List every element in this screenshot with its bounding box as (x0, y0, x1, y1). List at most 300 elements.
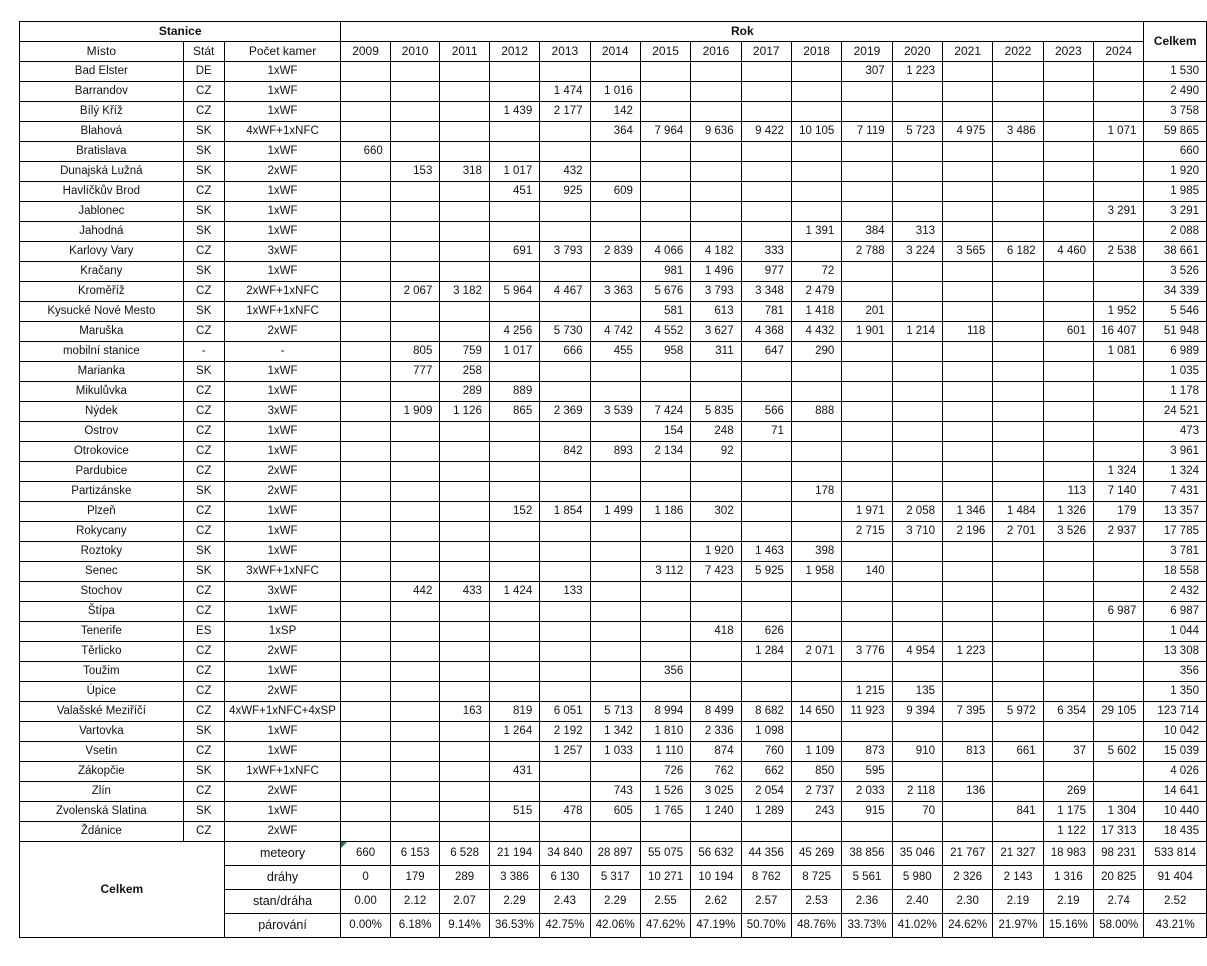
station-cameras: 1xWF (224, 382, 341, 402)
year-count-cell (390, 622, 440, 642)
summary-value-cell: 2.29 (590, 890, 640, 914)
year-count-cell: 7 119 (842, 122, 892, 142)
station-total: 3 781 (1144, 542, 1207, 562)
year-count-cell (993, 342, 1043, 362)
summary-value-cell: 48.76% (791, 914, 841, 938)
year-count-cell (440, 202, 490, 222)
station-country: CZ (183, 282, 224, 302)
year-count-cell: 626 (741, 622, 791, 642)
station-cameras: 1xWF (224, 182, 341, 202)
summary-value-cell: 2.30 (942, 890, 992, 914)
station-total: 1 178 (1144, 382, 1207, 402)
station-total: 14 641 (1144, 782, 1207, 802)
year-count-cell (341, 422, 391, 442)
station-country: CZ (183, 82, 224, 102)
year-count-cell: 874 (691, 742, 741, 762)
year-count-cell (892, 382, 942, 402)
station-row (20, 762, 1207, 782)
year-count-cell (892, 142, 942, 162)
station-total: 3 961 (1144, 442, 1207, 462)
summary-value-cell: 2.36 (842, 890, 892, 914)
year-count-cell: 1 920 (691, 542, 741, 562)
year-count-cell (993, 442, 1043, 462)
year-count-cell: 2 937 (1094, 522, 1144, 542)
station-total: 1 985 (1144, 182, 1207, 202)
year-count-cell (993, 602, 1043, 622)
year-count-cell (341, 522, 391, 542)
year-count-cell (691, 522, 741, 542)
year-count-cell (892, 562, 942, 582)
year-count-cell (1094, 182, 1144, 202)
year-count-cell (1043, 122, 1093, 142)
year-count-cell: 841 (993, 802, 1043, 822)
station-country: CZ (183, 662, 224, 682)
station-row (20, 82, 1207, 102)
station-cameras: 2xWF+1xNFC (224, 282, 341, 302)
year-count-cell (590, 582, 640, 602)
year-count-cell (390, 722, 440, 742)
station-country: CZ (183, 522, 224, 542)
station-cameras: 3xWF+1xNFC (224, 562, 341, 582)
station-cameras: 3xWF (224, 582, 341, 602)
year-count-cell: 1 016 (590, 82, 640, 102)
year-count-cell: 1 017 (489, 162, 539, 182)
year-count-cell (590, 142, 640, 162)
year-count-cell (993, 682, 1043, 702)
year-count-cell (489, 422, 539, 442)
year-count-cell (640, 682, 690, 702)
year-count-cell (640, 602, 690, 622)
year-count-cell (341, 502, 391, 522)
station-country: CZ (183, 582, 224, 602)
year-count-cell: 92 (691, 442, 741, 462)
station-country: SK (183, 262, 224, 282)
year-count-cell: 37 (1043, 742, 1093, 762)
year-count-cell: 455 (590, 342, 640, 362)
year-count-cell (341, 182, 391, 202)
year-count-cell (489, 562, 539, 582)
year-count-cell (489, 362, 539, 382)
station-country: DE (183, 62, 224, 82)
year-count-cell (993, 82, 1043, 102)
year-count-cell (390, 442, 440, 462)
year-count-cell (1094, 582, 1144, 602)
station-name: Bratislava (20, 142, 184, 162)
year-count-cell (1094, 782, 1144, 802)
station-cameras: 1xWF (224, 722, 341, 742)
station-row (20, 422, 1207, 442)
station-rows (20, 62, 1207, 842)
year-count-cell (390, 382, 440, 402)
year-count-cell: 2 134 (640, 442, 690, 462)
year-count-cell: 3 526 (1043, 522, 1093, 542)
year-count-cell (741, 822, 791, 842)
year-count-cell: 431 (489, 762, 539, 782)
year-count-cell: 777 (390, 362, 440, 382)
year-count-cell (640, 642, 690, 662)
year-count-cell (440, 262, 490, 282)
year-count-cell: 842 (540, 442, 590, 462)
year-count-cell (842, 382, 892, 402)
year-count-cell (791, 162, 841, 182)
station-name: Toužim (20, 662, 184, 682)
year-count-cell (341, 722, 391, 742)
year-count-cell: 3 627 (691, 322, 741, 342)
year-count-cell: 7 424 (640, 402, 690, 422)
year-count-cell: 1 496 (691, 262, 741, 282)
year-count-cell (842, 362, 892, 382)
year-count-cell (942, 62, 992, 82)
year-count-cell (1043, 182, 1093, 202)
year-count-cell (540, 422, 590, 442)
year-count-cell: 3 348 (741, 282, 791, 302)
year-count-cell (1043, 642, 1093, 662)
summary-value-cell: 660 (341, 842, 391, 866)
year-count-cell: 4 432 (791, 322, 841, 342)
year-count-cell (892, 422, 942, 442)
year-count-cell (791, 362, 841, 382)
year-count-cell (390, 262, 440, 282)
year-count-cell: 1 346 (942, 502, 992, 522)
year-count-cell (640, 522, 690, 542)
year-count-cell (341, 762, 391, 782)
year-count-cell (993, 182, 1043, 202)
year-count-cell (1094, 102, 1144, 122)
year-count-cell: 605 (590, 802, 640, 822)
station-cameras: 2xWF (224, 642, 341, 662)
station-total: 356 (1144, 662, 1207, 682)
year-count-cell (892, 462, 942, 482)
year-count-cell (993, 222, 1043, 242)
summary-value-cell: 2.74 (1094, 890, 1144, 914)
year-count-cell (489, 542, 539, 562)
year-count-cell (390, 102, 440, 122)
year-count-cell (590, 422, 640, 442)
year-count-cell: 1 175 (1043, 802, 1093, 822)
year-header: 2015 (640, 42, 690, 62)
year-count-cell: 925 (540, 182, 590, 202)
year-count-cell (892, 82, 942, 102)
year-count-cell (489, 602, 539, 622)
station-total: 3 526 (1144, 262, 1207, 282)
year-count-cell (1094, 682, 1144, 702)
year-count-cell: 289 (440, 382, 490, 402)
year-count-cell (993, 642, 1043, 662)
station-name: Valašské Meziříčí (20, 702, 184, 722)
year-count-cell (1094, 222, 1144, 242)
summary-rows (20, 842, 1207, 938)
station-country: CZ (183, 462, 224, 482)
station-cameras: 1xWF (224, 82, 341, 102)
year-count-cell (741, 362, 791, 382)
year-header: 2014 (590, 42, 640, 62)
year-count-cell: 1 326 (1043, 502, 1093, 522)
summary-value-cell: 2.55 (640, 890, 690, 914)
station-row (20, 702, 1207, 722)
year-count-cell (1094, 422, 1144, 442)
summary-total-cell: 2.52 (1144, 890, 1207, 914)
year-count-cell (341, 662, 391, 682)
summary-value-cell: 21 194 (489, 842, 539, 866)
year-count-cell: 3 025 (691, 782, 741, 802)
year-count-cell (942, 362, 992, 382)
year-count-cell (1043, 402, 1093, 422)
summary-value-cell: 21 327 (993, 842, 1043, 866)
station-row (20, 462, 1207, 482)
station-country: CZ (183, 682, 224, 702)
year-count-cell (791, 662, 841, 682)
station-row (20, 742, 1207, 762)
summary-metric-label: stan/dráha (224, 890, 341, 914)
year-count-cell (1094, 662, 1144, 682)
year-count-cell (390, 742, 440, 762)
summary-value-cell: 47.19% (691, 914, 741, 938)
summary-metric-label: meteory (224, 842, 341, 866)
year-count-cell (1043, 542, 1093, 562)
year-count-cell: 3 486 (993, 122, 1043, 142)
year-count-cell (341, 582, 391, 602)
summary-value-cell: 36.53% (489, 914, 539, 938)
year-count-cell (390, 802, 440, 822)
year-count-cell (440, 102, 490, 122)
meteor-stations-table (19, 21, 1207, 938)
year-count-cell (590, 562, 640, 582)
station-row (20, 722, 1207, 742)
year-count-cell (440, 782, 490, 802)
summary-total-cell: 91 404 (1144, 866, 1207, 890)
station-cameras: 1xWF (224, 422, 341, 442)
year-count-cell: 1 284 (741, 642, 791, 662)
year-count-cell: 8 994 (640, 702, 690, 722)
year-count-cell (942, 602, 992, 622)
year-count-cell (590, 262, 640, 282)
year-count-cell: 1 765 (640, 802, 690, 822)
year-count-cell: 154 (640, 422, 690, 442)
year-count-cell (993, 562, 1043, 582)
station-cameras: 3xWF (224, 402, 341, 422)
summary-value-cell: 21 767 (942, 842, 992, 866)
year-count-cell (341, 822, 391, 842)
year-count-cell (691, 142, 741, 162)
year-count-cell (1094, 562, 1144, 582)
year-count-cell (1094, 762, 1144, 782)
year-count-cell: 2 369 (540, 402, 590, 422)
year-count-cell: 5 964 (489, 282, 539, 302)
year-count-cell (390, 642, 440, 662)
year-count-cell: 11 923 (842, 702, 892, 722)
year-count-cell: 7 423 (691, 562, 741, 582)
year-count-cell: 6 354 (1043, 702, 1093, 722)
station-country: SK (183, 362, 224, 382)
summary-value-cell: 44 356 (741, 842, 791, 866)
year-count-cell: 805 (390, 342, 440, 362)
year-count-cell (489, 622, 539, 642)
year-count-cell: 893 (590, 442, 640, 462)
year-count-cell: 1 214 (892, 322, 942, 342)
station-cameras: 2xWF (224, 162, 341, 182)
year-count-cell (640, 622, 690, 642)
summary-value-cell: 2.19 (993, 890, 1043, 914)
year-count-cell (341, 262, 391, 282)
year-count-cell (590, 382, 640, 402)
year-count-cell (390, 762, 440, 782)
summary-total-cell: 533 814 (1144, 842, 1207, 866)
year-count-cell (791, 582, 841, 602)
year-count-cell (540, 662, 590, 682)
station-row (20, 582, 1207, 602)
year-count-cell (892, 342, 942, 362)
year-count-cell (440, 822, 490, 842)
station-country: CZ (183, 642, 224, 662)
year-count-cell: 17 313 (1094, 822, 1144, 842)
station-name: Vsetin (20, 742, 184, 762)
year-count-cell (1043, 342, 1093, 362)
year-count-cell: 2 737 (791, 782, 841, 802)
summary-value-cell: 58.00% (1094, 914, 1144, 938)
station-country: CZ (183, 322, 224, 342)
station-total: 473 (1144, 422, 1207, 442)
year-count-cell (993, 462, 1043, 482)
year-count-cell: 666 (540, 342, 590, 362)
year-count-cell (691, 822, 741, 842)
year-count-cell (993, 362, 1043, 382)
station-total: 1 920 (1144, 162, 1207, 182)
year-count-cell (540, 382, 590, 402)
year-header: 2023 (1043, 42, 1093, 62)
year-header: 2018 (791, 42, 841, 62)
summary-row (20, 842, 1207, 866)
year-count-cell (691, 82, 741, 102)
summary-value-cell: 10 271 (640, 866, 690, 890)
year-count-cell: 1 215 (842, 682, 892, 702)
year-count-cell: 2 715 (842, 522, 892, 542)
year-count-cell (640, 462, 690, 482)
summary-value-cell: 45 269 (791, 842, 841, 866)
station-total: 3 291 (1144, 202, 1207, 222)
year-count-cell: 1 958 (791, 562, 841, 582)
year-count-cell (892, 482, 942, 502)
year-count-cell (341, 282, 391, 302)
year-count-cell (341, 242, 391, 262)
year-count-cell (741, 582, 791, 602)
year-count-cell (842, 442, 892, 462)
year-count-cell (892, 442, 942, 462)
year-count-cell (1094, 542, 1144, 562)
year-count-cell: 762 (691, 762, 741, 782)
year-count-cell (640, 62, 690, 82)
year-count-cell: 3 776 (842, 642, 892, 662)
station-name: Barrandov (20, 82, 184, 102)
year-count-cell: 442 (390, 582, 440, 602)
year-count-cell (440, 442, 490, 462)
station-total: 10 440 (1144, 802, 1207, 822)
year-count-cell: 5 676 (640, 282, 690, 302)
year-count-cell: 6 051 (540, 702, 590, 722)
station-row (20, 782, 1207, 802)
year-count-cell: 113 (1043, 482, 1093, 502)
station-cameras: 2xWF (224, 322, 341, 342)
year-count-cell (390, 422, 440, 442)
year-count-cell (842, 202, 892, 222)
summary-total-cell: 43.21% (1144, 914, 1207, 938)
year-count-cell (341, 462, 391, 482)
year-count-cell (540, 482, 590, 502)
year-count-cell: 133 (540, 582, 590, 602)
year-count-cell (741, 62, 791, 82)
year-count-cell (993, 142, 1043, 162)
year-count-cell: 1 909 (390, 402, 440, 422)
year-count-cell: 958 (640, 342, 690, 362)
year-count-cell (540, 362, 590, 382)
year-count-cell (993, 422, 1043, 442)
year-count-cell: 140 (842, 562, 892, 582)
station-country: - (183, 342, 224, 362)
station-row (20, 622, 1207, 642)
year-count-cell: 1 971 (842, 502, 892, 522)
year-count-cell (440, 522, 490, 542)
year-count-cell (942, 682, 992, 702)
year-count-cell (440, 742, 490, 762)
station-total: 18 558 (1144, 562, 1207, 582)
year-count-cell: 1 391 (791, 222, 841, 242)
year-count-cell (341, 642, 391, 662)
station-total: 123 714 (1144, 702, 1207, 722)
year-count-cell (1043, 202, 1093, 222)
year-count-cell: 14 650 (791, 702, 841, 722)
year-count-cell (892, 542, 942, 562)
station-row (20, 282, 1207, 302)
pocet-kamer-header: Počet kamer (224, 42, 341, 62)
year-count-cell (640, 382, 690, 402)
year-count-cell (942, 762, 992, 782)
summary-value-cell: 15.16% (1043, 914, 1093, 938)
station-country: SK (183, 722, 224, 742)
summary-value-cell: 1 316 (1043, 866, 1093, 890)
station-name: Ždánice (20, 822, 184, 842)
year-count-cell (993, 782, 1043, 802)
station-cameras: 2xWF (224, 682, 341, 702)
station-cameras: 1xWF (224, 62, 341, 82)
year-count-cell (440, 242, 490, 262)
station-name: Havlíčkův Brod (20, 182, 184, 202)
station-name: Plzeň (20, 502, 184, 522)
year-count-cell: 5 972 (993, 702, 1043, 722)
summary-value-cell: 6 153 (390, 842, 440, 866)
year-count-cell: 2 701 (993, 522, 1043, 542)
year-count-cell: 647 (741, 342, 791, 362)
year-count-cell (842, 282, 892, 302)
year-count-cell (942, 382, 992, 402)
summary-value-cell: 47.62% (640, 914, 690, 938)
year-count-cell: 1 017 (489, 342, 539, 362)
year-count-cell (942, 222, 992, 242)
station-cameras: 1xWF (224, 602, 341, 622)
year-count-cell: 418 (691, 622, 741, 642)
year-count-cell (590, 622, 640, 642)
year-count-cell (892, 362, 942, 382)
year-count-cell: 135 (892, 682, 942, 702)
year-count-cell: 1 186 (640, 502, 690, 522)
year-count-cell: 398 (791, 542, 841, 562)
summary-value-cell: 55 075 (640, 842, 690, 866)
year-count-cell (791, 682, 841, 702)
year-header: 2019 (842, 42, 892, 62)
station-name: Kroměříž (20, 282, 184, 302)
year-count-cell (892, 762, 942, 782)
year-count-cell (590, 302, 640, 322)
year-count-cell: 873 (842, 742, 892, 762)
summary-value-cell: 34 840 (540, 842, 590, 866)
